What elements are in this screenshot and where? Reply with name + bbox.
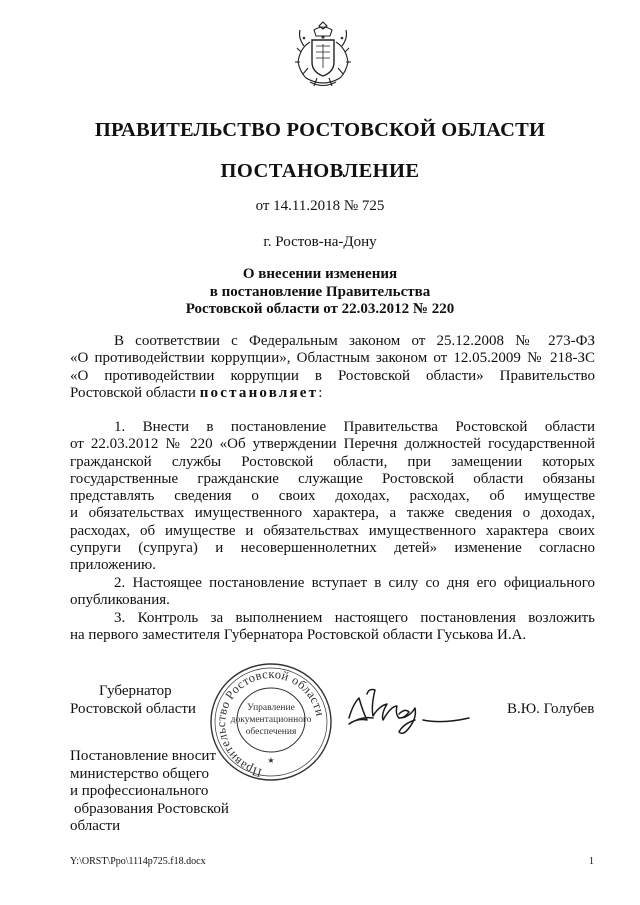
text-line bbox=[70, 385, 595, 402]
text-line: на первого заместителя Губернатора Ростовской области Гуськова И.А. bbox=[70, 627, 527, 644]
signatory-name: В.Ю. Голубев bbox=[507, 701, 595, 717]
subject-line: Ростовской области от 22.03.2012 № 220 bbox=[185, 301, 455, 317]
note-line: министерство общего bbox=[70, 765, 210, 782]
stamp-inner-line: обеспечения bbox=[245, 727, 297, 737]
text-line: гражданской службы Ростовской области, при замещении которых bbox=[70, 453, 595, 470]
document-type: ПОСТАНОВЛЕНИЕ bbox=[220, 160, 420, 182]
originator-note bbox=[70, 748, 229, 836]
note-line: и профессионального bbox=[70, 783, 209, 799]
clause-3 bbox=[70, 610, 595, 645]
preamble-prefix: Ростовской области bbox=[70, 384, 200, 401]
text-line: представлять сведения о своих доходах, расходах, об имуществе bbox=[70, 488, 595, 505]
stamp-ring-text: Правительство Ростовской области bbox=[214, 666, 328, 780]
stamp-inner-line: Управление bbox=[247, 703, 295, 713]
subject-line: в постановление Правительства bbox=[209, 283, 431, 300]
preamble-paragraph bbox=[70, 333, 595, 402]
text-line: расходах, об имуществе и обязательствах имущественного характера своих bbox=[70, 522, 595, 539]
city: г. Ростов-на-Дону bbox=[263, 234, 377, 250]
signatory-title bbox=[70, 683, 196, 718]
text-line: 2. Настоящее постановление вступает в силу со дня его официального bbox=[114, 575, 595, 591]
subject-line: О внесении изменения bbox=[242, 266, 398, 282]
note-line: образования Ростовской bbox=[74, 800, 229, 817]
text-line: «О противодействии коррупции в Ростовской области» Правительство bbox=[70, 367, 595, 384]
note-line: области bbox=[70, 818, 121, 834]
footer-file-path: Y:\ORST\Ppo\1114p725.f18.docx bbox=[70, 856, 206, 867]
stamp-inner-line: документационного bbox=[230, 715, 312, 725]
coat-of-arms-icon bbox=[292, 18, 354, 92]
preamble-suffix: : bbox=[318, 384, 323, 401]
decree-word: постановляет bbox=[199, 384, 319, 401]
organization-title: ПРАВИТЕЛЬСТВО РОСТОВСКОЙ ОБЛАСТИ bbox=[94, 119, 546, 141]
stamp-star-icon: ★ bbox=[267, 756, 275, 765]
signatory-title-line: Губернатор bbox=[99, 683, 172, 699]
signatory-title-line: Ростовской области bbox=[70, 700, 196, 717]
text-line: и обязательствах имущественного характера, а также сведения о доходах, bbox=[70, 505, 595, 522]
date-and-number: от 14.11.2018 № 725 bbox=[255, 198, 385, 214]
clause-1 bbox=[70, 419, 595, 575]
footer-page-number: 1 bbox=[589, 856, 594, 867]
handwritten-signature bbox=[343, 684, 473, 736]
text-line: 3. Контроль за выполнением настоящего постановления возложить bbox=[114, 610, 595, 626]
text-line: от 22.03.2012 № 220 «Об утверждении Перечня должностей государственной bbox=[70, 436, 595, 453]
text-line: 1. Внести в постановление Правительства Ростовской области bbox=[114, 419, 595, 435]
text-line: «О противодействии коррупции», Областным законом от 12.05.2009 № 218-ЗС bbox=[70, 350, 595, 367]
text-line: супруги (супруга) и несовершеннолетних детей» изменение согласно bbox=[70, 540, 595, 557]
clause-2 bbox=[70, 575, 595, 610]
document-subject bbox=[0, 266, 640, 319]
text-line: опубликования. bbox=[70, 592, 170, 609]
text-line: приложению. bbox=[70, 557, 157, 574]
text-line: В соответствии с Федеральным законом от 25.12.2008 № 273-ФЗ bbox=[114, 333, 595, 349]
note-line: Постановление вносит bbox=[70, 748, 217, 764]
text-line: государственные гражданские служащие Ростовской области обязаны bbox=[70, 470, 595, 487]
